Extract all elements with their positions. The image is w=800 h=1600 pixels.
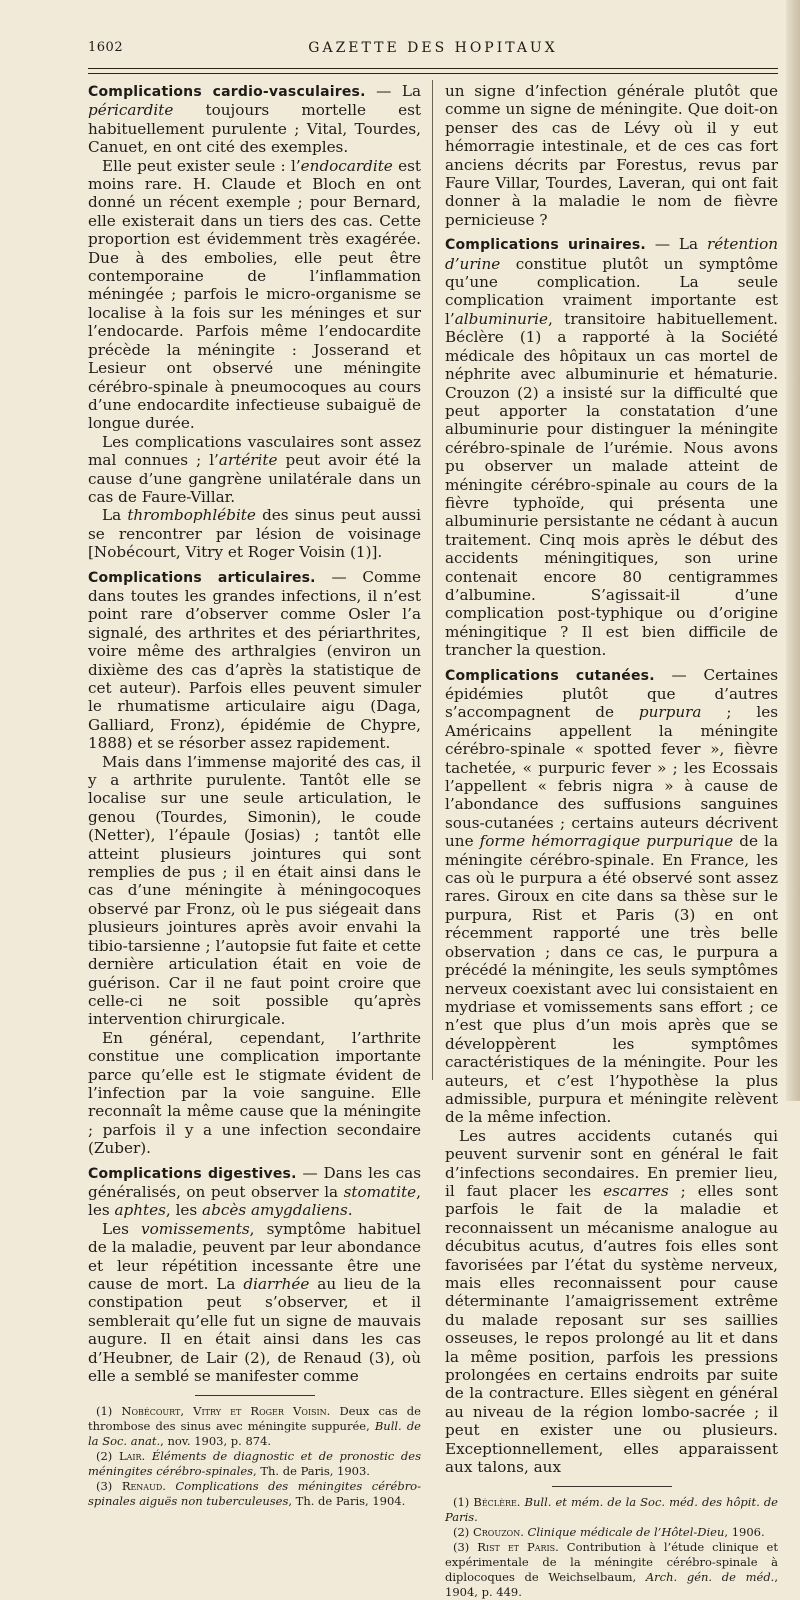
text-span: — La — [365, 82, 421, 100]
text-span: Elle peut exister seule : l’ — [102, 156, 301, 175]
articular-section — [88, 568, 421, 753]
emphasis: rétention d’urine — [445, 235, 778, 273]
author-name: Rist et Paris. — [477, 1540, 559, 1555]
left-footnotes — [88, 1404, 421, 1509]
text-span: Contribution à l’étude clinique et expérimentale de la méningite cérébro-spinale à diplocoques de Weichselbaum, — [445, 1540, 778, 1585]
text-span: , Th. de Paris, 1904. — [288, 1494, 406, 1509]
emphasis: endocardite — [300, 156, 393, 175]
emphasis: Bull. de la Soc. anat. — [88, 1419, 421, 1449]
text-span: ; elles sont parfois le fait de la maladie et reconnaissent un mécanisme analogue au décubitus acutus, d’autres fois elles sont favorisées par l’état du système nerveux, mais elles reconnaissent pour cause déterminante l’amaigrissement extrême du malade reposant sur ses saillies osseuses, le repos prolongé au lit et dans la même position, parfois les pressions prolongées en certains endroits par suite de la contracture. Elles siègent en général au niveau de la région lombo-sacrée ; il peut en exister une ou plusieurs. Exceptionnellement, elles apparaissent aux talons, aux — [445, 1181, 778, 1477]
emphasis: abcès amygdaliens — [202, 1201, 348, 1220]
text-span: des sinus peut aussi se rencontrer par lésion de voisinage [Nobécourt, Vitry et Roger Voisin (1)]. — [88, 506, 422, 562]
author-name: Crouzon. — [472, 1525, 524, 1540]
footnote-rule — [552, 1486, 672, 1487]
urinary-section — [445, 235, 778, 659]
text-span: — La — [645, 235, 707, 254]
section-heading: Complications urinaires. — [445, 237, 646, 254]
text-span: ; les Américains appellent la méningite cérébro-spinale « spotted fever », fièvre tachetée, « purpuric fever » ; les Ecossais l’appellent « febris nigra » à cause de l’abondance des suffusions sanguines sous-cutanées ; certains auteurs décrivent une — [445, 703, 778, 851]
text-span: Les autres accidents cutanés qui peuvent survenir sont en général le fait d’infections secondaires. En premier lieu, il faut placer les — [445, 1126, 778, 1200]
emphasis: vomissements — [141, 1219, 250, 1238]
text-span: , nov. 1903, p. 874. — [160, 1434, 272, 1449]
section-heading: Complications cutanées. — [445, 667, 655, 684]
author-name: Renaud. — [121, 1479, 166, 1494]
text-span: (1) — [453, 1495, 474, 1510]
text-span: . — [347, 1201, 353, 1220]
text-span: (2) — [453, 1525, 473, 1540]
right-footnotes — [445, 1495, 778, 1600]
emphasis: artérite — [218, 451, 278, 470]
emphasis: aphtes — [114, 1201, 166, 1220]
text-span: Deux cas de thrombose des sinus avec méningite suppurée, — [88, 1404, 421, 1434]
text-span: , les — [165, 1201, 203, 1220]
paragraph — [88, 1220, 421, 1386]
text-span: La — [102, 506, 128, 525]
paragraph — [445, 1127, 778, 1477]
text-span: , symptôme habituel de la maladie, peuvent par leur abondance et leur répétition incessante être une cause de mort. La — [88, 1219, 421, 1293]
page-header — [88, 40, 778, 64]
text-span: toujours mortelle est habituellement purulente ; Vital, Tourdes, Canuet, en ont cité des exemples. — [88, 101, 421, 157]
cutaneous-section — [445, 666, 778, 1127]
text-span: , transitoire habituellement. Béclère (1) a rapporté à la Société médicale des hôpitaux un cas mortel de néphrite avec albuminurie et hématurie. Crouzon (2) a insisté sur la difficulté que peut apporter la constatation d’une albuminurie pour distinguer la méningite cérébro-spinale de l’urémie. Nous avons pu observer un malade atteint de méningite cérébro-spinale au cours de la fièvre typhoïde, qui présenta une albuminurie persistante ne cédant à aucun traitement. Cinq mois après le début des accidents méningitiques, son urine contenait encore 80 centigrammes d’albumine. S’agissait-il d’une complication post-typhique ou d’origine méningitique ? Il est bien difficile de trancher la question. — [445, 309, 778, 660]
text-span: — Comme dans toutes les grandes infections, il n’est point rare d’observer comme Osler l’a signalé, des arthrites et des périarthrites, voire même des arthralgies (environ un dixième des cas d’après la statistique de cet auteur). Parfois elles peuvent simuler le rhumatisme articulaire aigu (Daga, Galliard, Fronz), épidémie de Chypre, 1888) et se résorber assez rapidement. — [88, 567, 421, 753]
author-name: Lair. — [118, 1449, 146, 1464]
column-divider — [432, 80, 433, 1080]
paragraph — [88, 157, 421, 433]
text-span: , 1904, p. 449. — [445, 1570, 778, 1600]
page-edge — [786, 0, 800, 1101]
emphasis: albuminurie — [454, 309, 549, 328]
right-column — [445, 82, 778, 1600]
footnote — [88, 1449, 421, 1479]
cardio-vascular-section — [88, 82, 421, 157]
footnote — [445, 1540, 778, 1600]
section-heading: Complications cardio-vasculaires. — [88, 84, 366, 100]
emphasis: stomatite — [343, 1182, 417, 1201]
text-span: (3) — [453, 1540, 478, 1555]
text-span: — Certaines épidémies plutôt que d’autres s’accompagnent de — [445, 665, 778, 722]
text-span: constitue plutôt un symptôme qu’une complication. La seule complication vraiment importante est l’ — [445, 254, 778, 328]
emphasis: thrombophlébite — [127, 506, 256, 525]
paragraph — [88, 433, 421, 507]
emphasis: Clinique médicale de l’Hôtel-Dieu — [523, 1525, 725, 1540]
author-name: Nobécourt, Vitry et Roger Voisin. — [121, 1404, 331, 1419]
footnote — [445, 1525, 778, 1540]
paragraph: En général, cependant, l’arthrite constitue une complication importante parce qu’elle est le stigmate évident de l’infection par la voie sanguine. Elle reconnaît la même cause que la méningite ; parfois il y a une infection secondaire (Zuber). — [88, 1028, 421, 1158]
paragraph — [88, 506, 421, 561]
footnote — [445, 1495, 778, 1525]
page-number: 1602 — [88, 40, 124, 55]
section-heading: Complications articulaires. — [88, 569, 316, 586]
emphasis: Complications des méningites cérébro-spinales aiguës non tuberculeuses — [88, 1479, 421, 1509]
text-span: , Th. de Paris, 1903. — [253, 1464, 370, 1479]
text-span: (1) — [96, 1404, 122, 1419]
text-span: (2) — [96, 1449, 119, 1464]
emphasis: Arch. gén. de méd. — [645, 1570, 775, 1585]
header-rule — [88, 68, 778, 74]
text-span: est moins rare. H. Claude et Bloch en ont donné un récent exemple ; pour Bernard, elle existerait dans un tiers des cas. Cette proportion est évidemment très exagérée. Due à des embolies, elle peut être contemporaine de l’inflammation méningée ; parfois le micro-organisme se localise à la fois sur les méninges et sur l’endocarde. Parfois même l’endocardite précède la méningite : Josserand et Lesieur ont observé une méningite cérébro-spinale à pneumocoques au cours d’une endocardite infectieuse subaiguë de longue durée. — [88, 156, 421, 433]
left-column — [88, 82, 421, 1509]
text-span: — Dans les cas généralisés, on peut observer la — [88, 1163, 421, 1201]
text-span: peut avoir été la cause d’une gangrène unilatérale dans un cas de Faure-Villar. — [88, 451, 421, 506]
journal-title: GAZETTE DES HOPITAUX — [308, 40, 558, 56]
footnote — [88, 1404, 421, 1449]
emphasis: purpura — [638, 703, 702, 722]
footnote-rule — [195, 1395, 315, 1396]
paragraph: un signe d’infection générale plutôt que comme un signe de méningite. Que doit-on penser des cas de Lévy où il y eut hémorragie intestinale, et de ces cas fort anciens décrits par Forestus, revus par Faure Villar, Tourdes, Laveran, qui ont fait donner à la maladie le nom de fièvre pernicieuse ? — [445, 82, 778, 229]
text-span: (3) — [96, 1479, 122, 1494]
emphasis: diarrhée — [243, 1275, 310, 1293]
text-span: de la méningite cérébro-spinale. En France, les cas où le purpura a été observé sont assez rares. Giroux en cite dans sa thèse sur le purpura, Rist et Paris (3) en ont récemment rapporté une très belle observation ; dans ce cas, le purpura a précédé la méningite, les seuls symptômes nerveux coexistant avec lui consistaient en mydriase et vomissements sans effort ; ce n’est que plus d’un mois après que se développèrent les symptômes caractéristiques de la méningite. Pour les auteurs, et c’est l’hypothèse la plus admissible, purpura et méningite relèvent de la même infection. — [445, 832, 779, 1127]
author-name: Béclère. — [473, 1495, 521, 1510]
footnote — [88, 1479, 421, 1509]
text-span: , 1906. — [724, 1525, 765, 1540]
emphasis: Bull. et mém. de la Soc. méd. des hôpit. de Paris. — [445, 1495, 778, 1525]
emphasis: escarres — [603, 1181, 669, 1200]
paragraph: Mais dans l’immense majorité des cas, il y a arthrite purulente. Tantôt elle se localise sur une seule articulation, le genou (Tourdes, Simonin), le coude (Netter), l’épaule (Josias) ; tantôt elle atteint plusieurs jointures qui sont remplies de pus ; il en était ainsi dans le cas d’une méningite à méningocoques observé par Fronz, où le pus siégeait dans plusieurs jointures après avoir envahi la tibio-tarsienne ; l’autopsie fut faite et cette dernière articulation était en voie de guérison. Car il ne faut point croire que celle-ci ne soit possible qu’après intervention chirurgicale. — [88, 752, 421, 1029]
text-span: Les — [102, 1219, 141, 1238]
text-span: au lieu de la constipation peut s’observer, et il semblerait qu’elle fut un signe de mauvais augure. Il en était ainsi dans les cas d’Heubner, de Lair (2), de Renaud (3), où elle a semblé se manifester comme — [88, 1275, 421, 1386]
section-heading: Complications digestives. — [88, 1165, 297, 1182]
emphasis: Éléments de diagnostic et de pronostic des méningites cérébro-spinales — [88, 1449, 422, 1479]
emphasis: péricardite — [88, 101, 174, 120]
text-span: Les complications vasculaires sont assez mal connues ; l’ — [88, 432, 421, 470]
text-span: , les — [88, 1182, 421, 1220]
digestive-section — [88, 1164, 421, 1220]
emphasis: forme hémorragique purpurique — [479, 832, 734, 851]
